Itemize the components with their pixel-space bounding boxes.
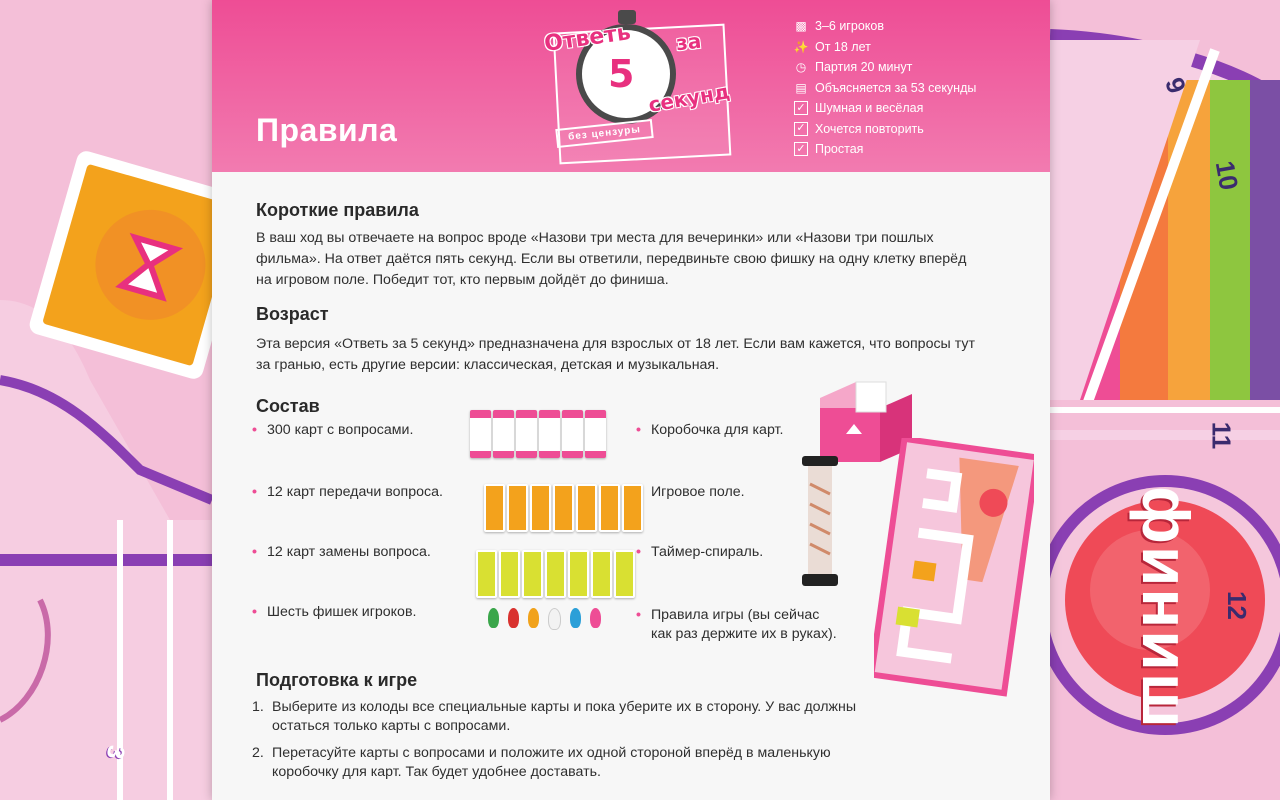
logo-word-3: секунд: [646, 79, 732, 117]
setup-step-1: [252, 698, 952, 736]
section-heading-short-rules: Короткие правила: [256, 200, 419, 220]
game-info-list: [794, 16, 1044, 160]
logo-word-1: Ответь: [542, 20, 633, 57]
component-pass-cards: [252, 484, 443, 500]
pass-cards-image: [484, 484, 643, 532]
info-text: Партия 20 минут: [815, 60, 913, 75]
section-heading-contents: Состав: [256, 396, 320, 416]
info-explain: [794, 78, 1044, 99]
board-number-11: 11: [1206, 421, 1237, 450]
info-text: От 18 лет: [815, 39, 871, 54]
check-icon: ✓: [794, 122, 808, 136]
bullet-icon: •: [252, 604, 257, 620]
info-feature: [794, 119, 1044, 140]
board-number-10: 10: [1209, 158, 1245, 193]
step-text: коробочку для карт. Так будет удобнее доставать.: [272, 764, 601, 780]
info-text: Хочется повторить: [815, 121, 924, 136]
age-text: Эта версия «Ответь за 5 секунд» предназначена для взрослых от 18 лет. Если вам кажется, что вопросы тут за гранью, есть другие версии: классическая, детская и музыкальная.: [256, 336, 975, 373]
pawns-image: [488, 608, 601, 630]
logo-word-2: за: [674, 28, 703, 56]
check-icon: ✓: [794, 142, 808, 156]
component-label: 12 карт замены вопроса.: [266, 544, 431, 560]
info-feature: [794, 139, 1044, 160]
bullet-icon: •: [252, 422, 257, 438]
sheet-header: [212, 0, 1050, 172]
age-icon: ✨: [793, 39, 809, 54]
game-board-image: [874, 438, 1034, 700]
book-icon: ▤: [795, 80, 807, 95]
finish-label: финиш: [1129, 486, 1203, 730]
short-rules-text: В ваш ход вы отвечаете на вопрос вроде «Назови три места для вечеринки» или «Назови три пошлых фильма». На ответ даётся пять секунд. Если вы ответили, передвиньте свою фишку на одну клетку вперёд на игровом поле. Победит тот, кто первым дойдёт до финиша.: [256, 230, 967, 288]
sand-timer-image: [798, 454, 842, 588]
section-heading-age: Возраст: [256, 304, 329, 324]
component-label: 12 карт передачи вопроса.: [266, 484, 443, 500]
component-label: Игровое поле.: [650, 484, 745, 500]
component-label: Коробочка для карт.: [650, 422, 784, 438]
bullet-icon: •: [252, 544, 257, 560]
component-label: Таймер-спираль.: [650, 544, 764, 560]
rules-sheet: [212, 0, 1050, 800]
step-text: Перетасуйте карты с вопросами и положите их одной стороной вперёд в маленькую: [272, 745, 831, 761]
info-text: Объясняется за 53 секунды: [815, 80, 977, 95]
clock-icon: ◷: [795, 60, 807, 75]
board-number-3: 3: [100, 743, 130, 762]
component-label: Правила игры (вы сейчас: [650, 607, 820, 623]
bullet-icon: •: [636, 422, 641, 438]
component-pawns: [252, 604, 416, 620]
logo-number: 5: [608, 52, 635, 96]
board-number-9: 9: [1159, 73, 1193, 98]
info-text: Простая: [815, 142, 864, 157]
component-card-box: [636, 422, 783, 438]
swap-cards-image: [476, 550, 635, 598]
component-timer: [636, 544, 763, 560]
step-number: 2.: [252, 745, 264, 761]
component-label: 300 карт с вопросами.: [266, 422, 414, 438]
step-number: 1.: [252, 699, 264, 715]
question-cards-image: [470, 410, 606, 458]
section-heading-setup: Подготовка к игре: [256, 670, 418, 690]
info-text: Шумная и весёлая: [815, 101, 924, 116]
setup-step-2: [252, 744, 952, 782]
step-text: остаться только карты с вопросами.: [272, 718, 511, 734]
bullet-icon: •: [636, 607, 641, 623]
game-logo: [542, 8, 738, 166]
component-label: Шесть фишек игроков.: [266, 604, 417, 620]
page-title: Правила: [256, 112, 398, 148]
bullet-icon: •: [252, 484, 257, 500]
component-board: [636, 484, 745, 500]
component-swap-cards: [252, 544, 431, 560]
check-icon: ✓: [794, 101, 808, 115]
info-feature: [794, 98, 1044, 119]
info-players: [794, 16, 1044, 37]
info-duration: [794, 57, 1044, 78]
players-icon: ▩: [795, 19, 807, 34]
component-rules: [636, 606, 837, 644]
component-question-cards: [252, 422, 413, 438]
logo-badge: без цензуры: [555, 119, 654, 148]
board-number-12: 12: [1221, 591, 1252, 620]
step-text: Выберите из колоды все специальные карты и пока уберите их в сторону. У вас должны: [272, 699, 857, 715]
info-age: [794, 37, 1044, 58]
component-label: как раз держите их в руках).: [651, 626, 837, 642]
bullet-icon: •: [636, 544, 641, 560]
info-text: 3–6 игроков: [815, 19, 884, 34]
